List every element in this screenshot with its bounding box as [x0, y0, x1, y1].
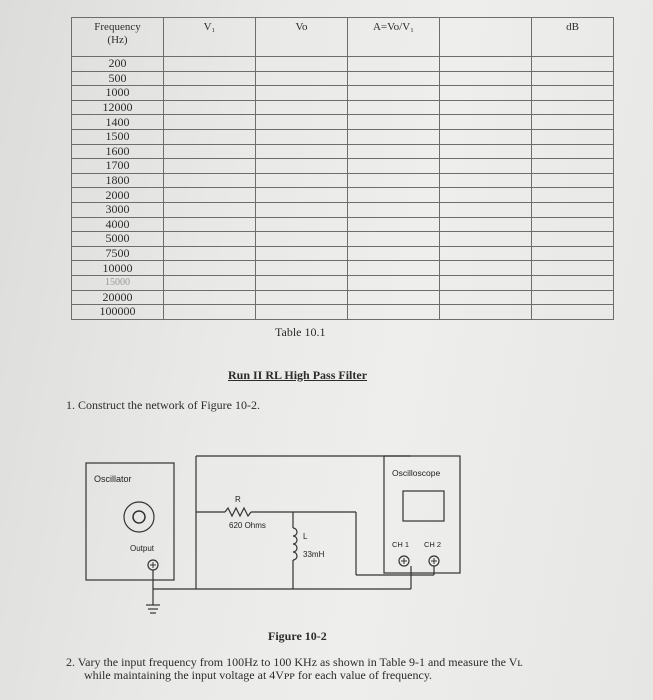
oscilloscope-screen	[403, 491, 444, 521]
resistor-label: R	[235, 495, 241, 504]
inductor-label: L	[303, 532, 308, 541]
resistor-icon	[225, 508, 251, 516]
inductor-value: 33mH	[303, 550, 325, 559]
header-db: dB	[532, 18, 614, 57]
frequency-cell: 20000	[72, 290, 164, 305]
inductor-icon	[293, 528, 297, 560]
frequency-cell: 1500	[72, 129, 164, 144]
oscillator-knob-center-icon	[133, 511, 145, 523]
header-frequency-line2: (Hz)	[107, 34, 128, 46]
header-vo: Vo	[256, 18, 348, 57]
frequency-cell: 1700	[72, 159, 164, 174]
frequency-cell: 1800	[72, 173, 164, 188]
frequency-cell: 500	[72, 71, 164, 86]
frequency-cell: 5000	[72, 232, 164, 247]
frequency-cell: 4000	[72, 217, 164, 232]
frequency-cell: 1600	[72, 144, 164, 159]
step-2-text	[66, 656, 626, 682]
figure-caption: Figure 10-2	[268, 629, 327, 643]
section-title: Run II RL High Pass Filter	[228, 368, 368, 382]
header-ratio: A=Vo/V₁	[348, 18, 440, 57]
frequency-cell: 3000	[72, 202, 164, 217]
header-vi: V₁	[164, 18, 256, 57]
header-frequency-line1: Frequency	[94, 21, 141, 33]
frequency-cell: 1400	[72, 115, 164, 130]
frequency-cell: 12000	[72, 100, 164, 115]
oscilloscope-label: Oscilloscope	[392, 468, 441, 478]
oscillator-label: Oscillator	[94, 474, 132, 484]
ch1-label: CH 1	[392, 540, 410, 549]
resistor-value: 620 Ohms	[229, 521, 266, 530]
oscillator-knob-icon	[124, 502, 154, 532]
output-label: Output	[130, 544, 155, 553]
frequency-cell: 1000	[72, 86, 164, 101]
step-1-text: 1. Construct the network of Figure 10-2.	[66, 398, 260, 412]
frequency-cell: 2000	[72, 188, 164, 203]
frequency-cell: 15000	[72, 275, 164, 290]
frequency-cell: 100000	[72, 305, 164, 320]
ch2-label: CH 2	[424, 540, 442, 549]
step-2-line-2: while maintaining the input voltage at 4Vᴘᴘ for each value of frequency.	[84, 668, 433, 682]
step-2-line-1: 2. Vary the input frequency from 100Hz to 100 KHz as shown in Table 9-1 and measure the Vʟ	[66, 655, 523, 669]
table-caption: Table 10.1	[275, 325, 326, 339]
frequency-cell: 200	[72, 57, 164, 72]
frequency-cell: 10000	[72, 261, 164, 276]
frequency-cell: 7500	[72, 246, 164, 261]
